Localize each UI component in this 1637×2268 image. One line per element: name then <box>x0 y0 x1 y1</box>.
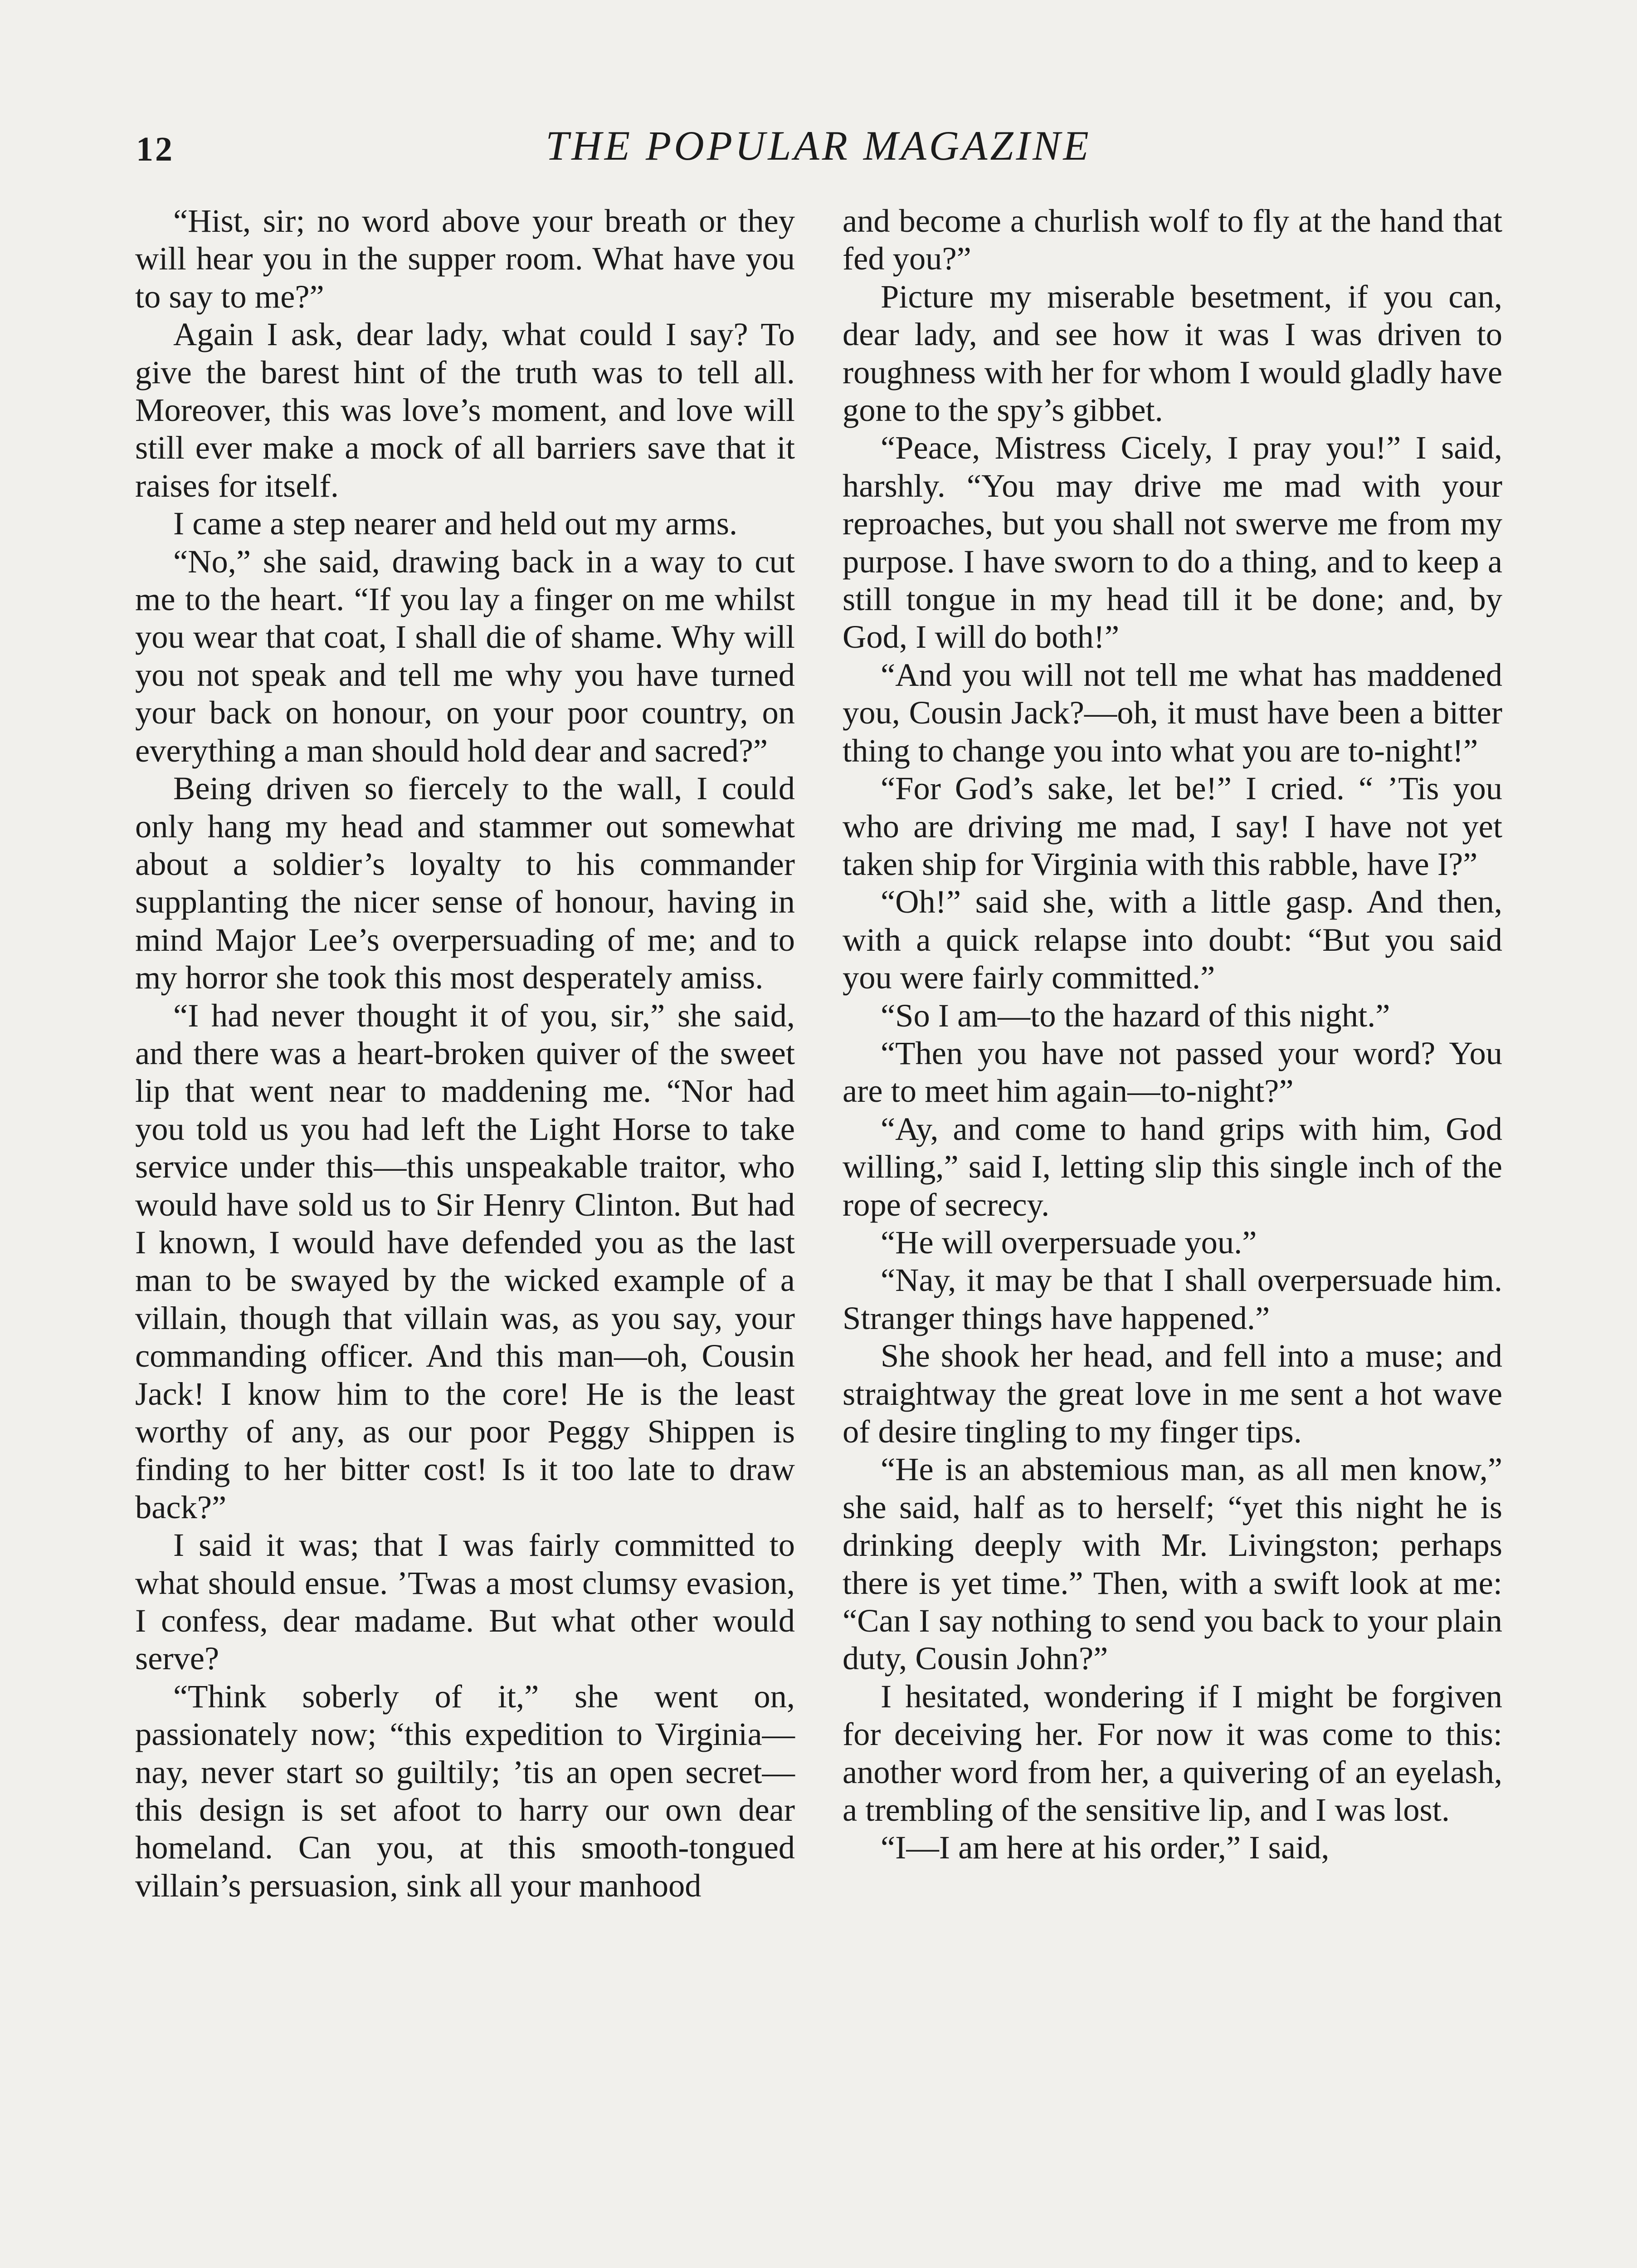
paragraph: “For God’s sake, let be!” I cried. “ ’Tis you who are driving me mad, I say! I have not yet taken ship for Virginia with this rabble, have I?” <box>843 770 1502 882</box>
page-number: 12 <box>136 130 174 168</box>
paragraph: I said it was; that I was fairly committed to what should ensue. ’Twas a most clumsy evasion, I confess, dear madame. But what other would serve? <box>135 1526 795 1677</box>
paragraph: She shook her head, and fell into a muse; and straightway the great love in me sent a hot wave of desire tingling to my finger tips. <box>843 1337 1502 1450</box>
paragraph: “Ay, and come to hand grips with him, God willing,” said I, letting slip this single inch of the rope of secrecy. <box>843 1110 1502 1223</box>
paragraph: I came a step nearer and held out my arms. <box>173 505 738 542</box>
paragraph: “I had never thought it of you, sir,” she said, and there was a heart-broken quiver of the sweet lip that went near to maddening me. “Nor had you told us you had left the Light Horse to take service under this—this unspeakable traitor, who would have sold us to Sir Henry Clinton. But had I known, I would have defended you as the last man to be swayed by the wicked example of a villain, though that villain was, as you say, your commanding officer. And this man—oh, Cousin Jack! I know him to the core! He is the least worthy of any, as our poor Peggy Shippen is finding to her bitter cost! Is it too late to draw back?” <box>135 997 795 1525</box>
paragraph: “Then you have not passed your word? You are to meet him again—to-night?” <box>843 1034 1502 1110</box>
right-column <box>843 202 1502 1867</box>
paragraph: “Nay, it may be that I shall overpersuade him. Stranger things have happened.” <box>843 1261 1502 1336</box>
paragraph: “And you will not tell me what has maddened you, Cousin Jack?—oh, it must have been a bitter thing to change you into what you are to-night!” <box>843 656 1502 769</box>
paragraph: “So I am—to the hazard of this night.” <box>881 997 1390 1034</box>
left-column <box>135 202 795 1904</box>
paragraph: “Oh!” said she, with a little gasp. And then, with a quick relapse into doubt: “But you said you were fairly committed.” <box>843 883 1502 996</box>
page-header <box>0 122 1637 171</box>
paragraph: “Peace, Mistress Cicely, I pray you!” I said, harshly. “You may drive me mad with your reproaches, but you shall not swerve me from my purpose. I have sworn to do a thing, and to keep a still tongue in my head till it be done; and, by God, I will do both!” <box>843 429 1502 655</box>
paragraph: I hesitated, wondering if I might be forgiven for deceiving her. For now it was come to this: another word from her, a quivering of an eyelash, a trembling of the sensitive lip, and I was lost. <box>843 1677 1502 1828</box>
paragraph: “Think soberly of it,” she went on, passionately now; “this expedition to Virginia—nay, never start so guiltily; ’tis an open secret—this design is set afoot to harry our own dear homeland. Can you, at this smooth-tongued villain’s persuasion, sink all your manhood <box>135 1677 795 1904</box>
paragraph: “Hist, sir; no word above your breath or they will hear you in the supper room. What have you to say to me?” <box>135 202 795 315</box>
paragraph: Picture my miserable besetment, if you can, dear lady, and see how it was I was driven to roughness with her for whom I would gladly have gone to the spy’s gibbet. <box>843 278 1502 429</box>
paragraph: Again I ask, dear lady, what could I say? To give the barest hint of the truth was to tell all. Moreover, this was love’s moment, and love will still ever make a mock of all barriers save that it raises for itself. <box>135 316 795 504</box>
paragraph: “No,” she said, drawing back in a way to cut me to the heart. “If you lay a finger on me whilst you wear that coat, I shall die of shame. Why will you not speak and tell me why you have turned your back on honour, on your poor country, on everything a man should hold dear and sacred?” <box>135 543 795 769</box>
paragraph: “I—I am here at his order,” I said, <box>881 1829 1330 1866</box>
paragraph-continuation: and become a churlish wolf to fly at the hand that fed you?” <box>843 202 1502 277</box>
paragraph: “He will overpersuade you.” <box>881 1223 1257 1261</box>
paragraph: Being driven so fiercely to the wall, I could only hang my head and stammer out somewhat about a soldier’s loyalty to his commander supplanting the nicer sense of honour, having in mind Major Lee’s overpersuading of me; and to my horror she took this most desperately amiss. <box>135 770 795 996</box>
magazine-title: THE POPULAR MAGAZINE <box>546 122 1091 169</box>
paragraph: “He is an abstemious man, as all men know,” she said, half as to herself; “yet this night he is drinking deeply with Mr. Livingston; perhaps there is yet time.” Then, with a swift look at me: “Can I say nothing to send you back to your plain duty, Cousin John?” <box>843 1451 1502 1677</box>
